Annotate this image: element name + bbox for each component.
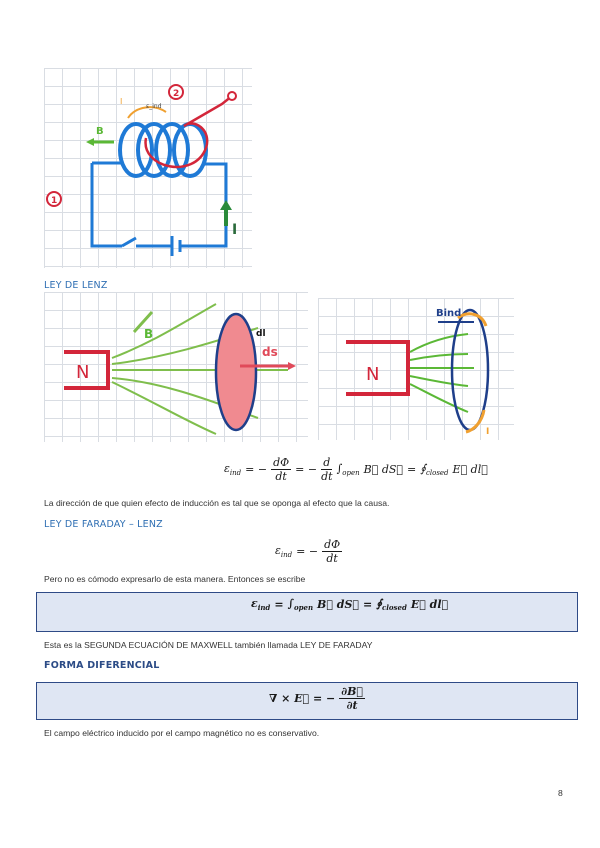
section-title-faraday: LEY DE FARADAY – LENZ	[44, 519, 163, 530]
paragraph-expression: Pero no es cómodo expresarlo de esta manera. Entonces se escribe	[44, 574, 306, 584]
equation-box-differential	[36, 682, 578, 720]
eq1-frac2: $\frac{d}{dt}$	[321, 455, 333, 483]
eq3-sign: =	[274, 598, 284, 611]
eq3-sign2: =	[363, 598, 373, 611]
eq1-integrand1: B⃗ dS⃗	[363, 462, 403, 476]
emf-ind-label: ε_ind	[146, 103, 162, 110]
eq1-sign2: = −	[295, 462, 318, 476]
bind-label: Bind	[436, 308, 462, 319]
paragraph-lenz: La dirección de que quien efecto de inducción es tal que se oponga al efecto que la causa.	[44, 498, 390, 508]
eq1-sign3: =	[407, 462, 417, 476]
eq3-integrand2: E⃗ dl⃗	[410, 598, 449, 611]
eq4-frac: $\frac{\partial B⃗}{\partial t}$	[341, 685, 364, 712]
eq3-integral-open: $\int_{open}$	[287, 597, 314, 612]
figure-lenz-right	[318, 298, 514, 440]
eq1-integral-open: $\int_{open}$	[336, 461, 360, 477]
equation-emf-flux	[224, 452, 488, 486]
b-label-left: B	[144, 327, 154, 341]
ds-label: ds	[262, 345, 278, 359]
section-title-lenz: LEY DE LENZ	[44, 280, 108, 291]
b-field-label: B	[96, 126, 104, 137]
label-2: 2	[173, 89, 180, 99]
equation-box-integral	[36, 592, 578, 632]
eq2-lhs: $\varepsilon_{ind}$	[275, 543, 293, 559]
figure-lenz-left	[44, 292, 308, 442]
eq2-frac: $\frac{d\Phi}{dt}$	[324, 537, 341, 565]
paragraph-maxwell: Esta es la SEGUNDA ECUACIÓN DE MAXWELL también llamada LEY DE FARADAY	[44, 640, 373, 650]
paragraph-conservative: El campo eléctrico inducido por el campo magnético no es conservativo.	[44, 728, 320, 738]
eq1-integral-closed: $∮_{closed}$	[420, 461, 449, 477]
eq1-lhs: $\varepsilon_{ind}$	[224, 461, 242, 477]
eq1-frac1: $\frac{d\Phi}{dt}$	[273, 455, 290, 483]
magnet-n-left: N	[76, 362, 90, 383]
eq3-lhs: $\varepsilon_{ind}$	[251, 597, 271, 612]
eq3-integral-closed: $∮_{closed}$	[376, 597, 407, 612]
equation-emf	[275, 536, 342, 566]
figure-solenoid-circuit	[44, 68, 252, 268]
eq3-integrand1: B⃗ dS⃗	[317, 598, 360, 611]
eq2-sign: = −	[296, 544, 319, 558]
eq4-lhs: ∇ × E⃗ = −	[269, 692, 336, 705]
current-label-right: I	[486, 427, 490, 437]
label-1: 1	[51, 196, 58, 206]
dl-label: dl	[256, 329, 266, 339]
eq1-sign: = −	[245, 462, 268, 476]
section-title-differential: FORMA DIFERENCIAL	[44, 660, 160, 671]
eq1-integrand2: E⃗ dl⃗	[452, 462, 488, 476]
current-label-small: I	[120, 97, 123, 106]
current-label: I	[232, 222, 238, 238]
magnet-n-right: N	[366, 364, 380, 385]
page-number: 8	[558, 788, 563, 798]
